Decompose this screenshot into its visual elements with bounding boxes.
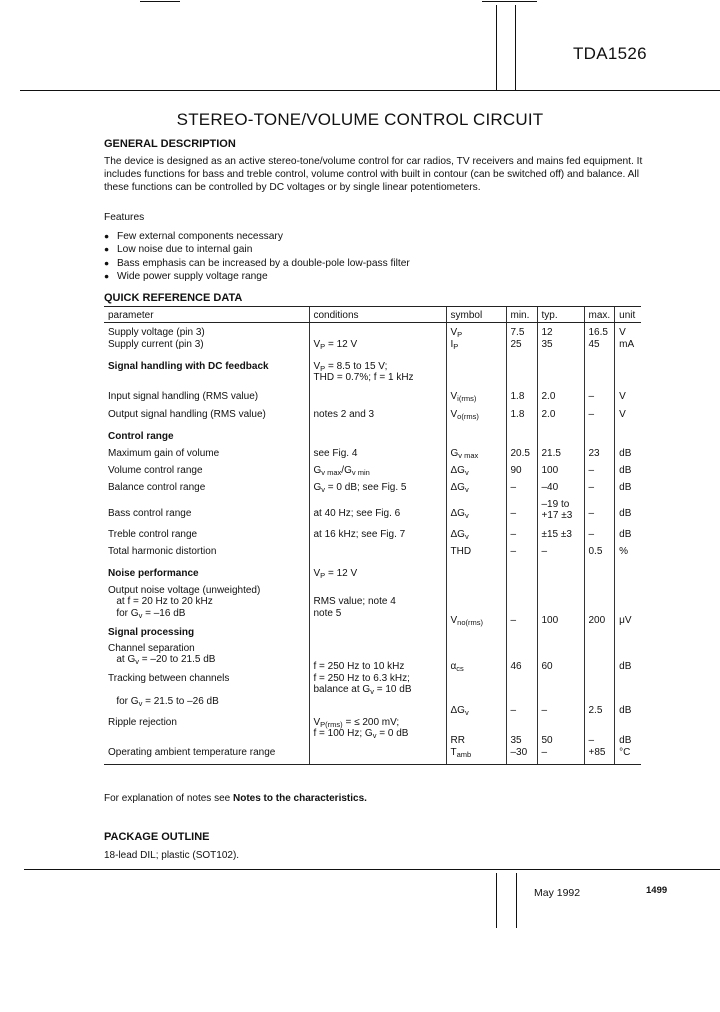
table-header-row — [104, 307, 641, 323]
table-row — [104, 673, 641, 717]
row-max — [584, 643, 615, 673]
table-row — [104, 627, 641, 643]
row-conditions: see Fig. 4 — [309, 448, 446, 465]
row-typ: 100 — [537, 585, 584, 627]
row-parameter: Channel separation at $G_v = -20$ to 21.5 dB — [108, 642, 216, 667]
row-symbol: $\Delta G_v$ — [446, 673, 506, 717]
footer-divider-right — [516, 873, 517, 928]
header-rule-top-right — [482, 1, 537, 2]
row-min: – — [506, 673, 537, 717]
row-symbol: $\Delta G_v$ — [446, 499, 506, 529]
row-parameter: Volume control range — [108, 464, 203, 476]
row-unit: dB — [615, 717, 641, 747]
row-max: 45 — [584, 339, 615, 361]
row-unit: dB — [615, 448, 641, 465]
row-typ: 2.0 — [537, 409, 584, 431]
column-header-min: min. — [506, 307, 537, 323]
row-typ: 100 — [537, 465, 584, 482]
row-unit: dB — [615, 643, 641, 673]
row-conditions: $V_{P(rms)}$ = ≤ 200 mV; f = 100 Hz; $G_v = 0$ dB — [309, 717, 446, 747]
table-row — [104, 717, 641, 747]
row-symbol: $T_{amb}$ — [446, 747, 506, 765]
page-title: STEREO-TONE/VOLUME CONTROL CIRCUIT — [176, 110, 544, 129]
page-number: 1499 — [646, 885, 668, 896]
column-header-symbol: symbol — [446, 307, 506, 323]
features-list — [104, 230, 410, 284]
row-symbol: $V_{i(rms)}$ — [446, 391, 506, 409]
table-row — [104, 431, 641, 448]
row-parameter: Total harmonic distortion — [108, 545, 217, 557]
column-header-parameter: parameter — [104, 307, 309, 323]
row-max: – — [584, 499, 615, 529]
row-parameter: Supply current (pin 3) — [108, 338, 204, 350]
row-typ: 60 — [537, 643, 584, 673]
feature-item: ● Low noise due to internal gain — [104, 243, 410, 256]
row-unit: % — [615, 546, 641, 568]
table-row — [104, 529, 641, 546]
row-unit: °C — [615, 747, 641, 765]
column-header-conditions: conditions — [309, 307, 446, 323]
row-symbol: $\alpha_{cs}$ — [446, 643, 506, 673]
table-row — [104, 448, 641, 465]
row-symbol: $V_P$ — [446, 323, 506, 339]
row-unit: V — [615, 323, 641, 339]
row-max: 200 — [584, 585, 615, 627]
row-max: – — [584, 529, 615, 546]
table-row — [104, 465, 641, 482]
row-parameter: Output noise voltage (unweighted) at f = 20 Hz to 20 kHz for $G_v = -16$ dB — [108, 584, 261, 620]
row-parameter: Ripple rejection — [108, 716, 177, 728]
row-min: 90 — [506, 465, 537, 482]
row-max: – — [584, 482, 615, 499]
table-row — [104, 482, 641, 499]
column-header-unit: unit — [615, 307, 641, 323]
row-unit: V — [615, 391, 641, 409]
row-min: – — [506, 482, 537, 499]
notes-reference: For explanation of notes see Notes to the characteristics. — [104, 793, 367, 804]
row-parameter: Supply voltage (pin 3) — [108, 327, 205, 338]
group-heading: Control range — [108, 430, 174, 442]
row-symbol: $\Delta G_v$ — [446, 529, 506, 546]
row-conditions: at 16 kHz; see Fig. 7 — [309, 529, 446, 546]
package-outline-body: 18-lead DIL; plastic (SOT102). — [104, 850, 240, 861]
row-conditions: notes 2 and 3 — [309, 409, 446, 431]
row-conditions — [309, 391, 446, 409]
row-unit: dB — [615, 529, 641, 546]
quick-reference-heading: QUICK REFERENCE DATA — [104, 292, 243, 304]
group-heading: Noise performance — [108, 567, 199, 579]
row-conditions: f = 250 Hz to 10 kHz — [309, 643, 446, 673]
row-typ: 12 — [537, 323, 584, 339]
row-max: 2.5 — [584, 673, 615, 717]
table-row — [104, 568, 641, 585]
part-number: TDA1526 — [573, 44, 647, 63]
row-typ: 2.0 — [537, 391, 584, 409]
row-min: 46 — [506, 643, 537, 673]
row-max: – — [584, 465, 615, 482]
row-max: 23 — [584, 448, 615, 465]
row-min: 1.8 — [506, 391, 537, 409]
row-conditions: RMS value; note 4 note 5 — [309, 585, 446, 627]
table-row — [104, 643, 641, 673]
row-max: – — [584, 391, 615, 409]
column-header-typ: typ. — [537, 307, 584, 323]
row-parameter: Bass control range — [108, 507, 192, 519]
header-divider-left — [496, 5, 497, 90]
row-min: 1.8 — [506, 409, 537, 431]
row-unit: mA — [615, 339, 641, 361]
row-max: +85 — [584, 747, 615, 765]
row-conditions: $V_P = 12$ V — [309, 568, 446, 585]
row-unit: dB — [615, 673, 641, 717]
feature-item: ● Bass emphasis can be increased by a double-pole low-pass filter — [104, 257, 410, 270]
row-parameter: Treble control range — [108, 528, 198, 540]
row-conditions: $G_{v max}/G_{v min}$ — [309, 465, 446, 482]
row-max: – — [584, 717, 615, 747]
row-min: 20.5 — [506, 448, 537, 465]
row-symbol: RR — [446, 717, 506, 747]
row-conditions — [309, 546, 446, 568]
header-divider-right — [515, 5, 516, 90]
header-rule — [20, 90, 720, 91]
quick-reference-table — [104, 306, 641, 765]
table-row — [104, 546, 641, 568]
row-typ: 21.5 — [537, 448, 584, 465]
row-symbol: THD — [446, 546, 506, 568]
table-row — [104, 323, 641, 339]
row-max: – — [584, 409, 615, 431]
row-min: 7.5 — [506, 323, 537, 339]
row-parameter: Output signal handling (RMS value) — [108, 408, 266, 420]
row-unit: μV — [615, 585, 641, 627]
row-min: 25 — [506, 339, 537, 361]
row-unit: dB — [615, 465, 641, 482]
table-row — [104, 409, 641, 431]
features-heading: Features — [104, 212, 145, 223]
general-description-body: The device is designed as an active stereo-tone/volume control for car radios, TV receivers and mains fed equipment. It includes functions for bass and treble control, volume control with built in contour (can be switched off) and balance. All these functions can be controlled by DC voltages or by single linear potentiometers. — [104, 156, 643, 193]
row-conditions — [309, 323, 446, 339]
general-description-heading: GENERAL DESCRIPTION — [104, 138, 236, 150]
row-symbol: $\Delta G_v$ — [446, 482, 506, 499]
row-min: 35 — [506, 717, 537, 747]
row-unit: dB — [615, 499, 641, 529]
table-row — [104, 391, 641, 409]
row-min: – — [506, 499, 537, 529]
row-parameter: Maximum gain of volume — [108, 447, 220, 459]
table-row — [104, 361, 641, 391]
row-unit: dB — [615, 482, 641, 499]
row-conditions: $G_v = 0$ dB; see Fig. 5 — [309, 482, 446, 499]
row-min: – — [506, 529, 537, 546]
row-conditions: at 40 Hz; see Fig. 6 — [309, 499, 446, 529]
row-min: – — [506, 546, 537, 568]
row-conditions: $V_P = 12$ V — [309, 339, 446, 361]
row-typ: 50 — [537, 717, 584, 747]
row-unit: V — [615, 409, 641, 431]
row-parameter: Balance control range — [108, 481, 206, 493]
package-outline-heading: PACKAGE OUTLINE — [104, 831, 210, 843]
row-conditions — [309, 747, 446, 765]
row-min: – — [506, 585, 537, 627]
row-typ: – — [537, 747, 584, 765]
row-typ: – — [537, 673, 584, 717]
row-max: 16.5 — [584, 323, 615, 339]
row-symbol: $V_{o(rms)}$ — [446, 409, 506, 431]
footer-date: May 1992 — [534, 887, 581, 899]
row-symbol: $G_{v max}$ — [446, 448, 506, 465]
table-row — [104, 585, 641, 627]
header-rule-top — [140, 1, 180, 2]
row-symbol: $V_{no(rms)}$ — [446, 585, 506, 627]
feature-item: ● Few external components necessary — [104, 230, 410, 243]
footer-divider-left — [496, 873, 497, 928]
row-parameter: Input signal handling (RMS value) — [108, 390, 259, 402]
row-parameter: Operating ambient temperature range — [104, 747, 309, 765]
row-symbol: $I_P$ — [446, 339, 506, 361]
column-header-max: max. — [584, 307, 615, 323]
row-max: 0.5 — [584, 546, 615, 568]
row-symbol: $\Delta G_v$ — [446, 465, 506, 482]
footer-rule — [24, 869, 720, 870]
feature-item: ● Wide power supply voltage range — [104, 270, 410, 283]
row-parameter: Tracking between channels for $G_v = 21.5$ to –26 dB — [108, 672, 230, 708]
group-heading: Signal processing — [108, 626, 195, 638]
row-typ: ±15 ±3 — [537, 529, 584, 546]
row-conditions: f = 250 Hz to 6.3 kHz; balance at $G_v = 10$ dB — [309, 673, 446, 717]
row-typ: –40 — [537, 482, 584, 499]
row-typ: – — [537, 546, 584, 568]
table-row — [104, 339, 641, 361]
row-min: –30 — [506, 747, 537, 765]
group-heading: Signal handling with DC feedback — [108, 360, 269, 372]
table-row — [104, 747, 641, 765]
table-row — [104, 499, 641, 529]
row-typ: 35 — [537, 339, 584, 361]
row-conditions: $V_P = 8.5$ to 15 V; THD = 0.7%; f = 1 kHz — [309, 361, 446, 391]
row-typ: –19 to +17 ±3 — [537, 499, 584, 529]
